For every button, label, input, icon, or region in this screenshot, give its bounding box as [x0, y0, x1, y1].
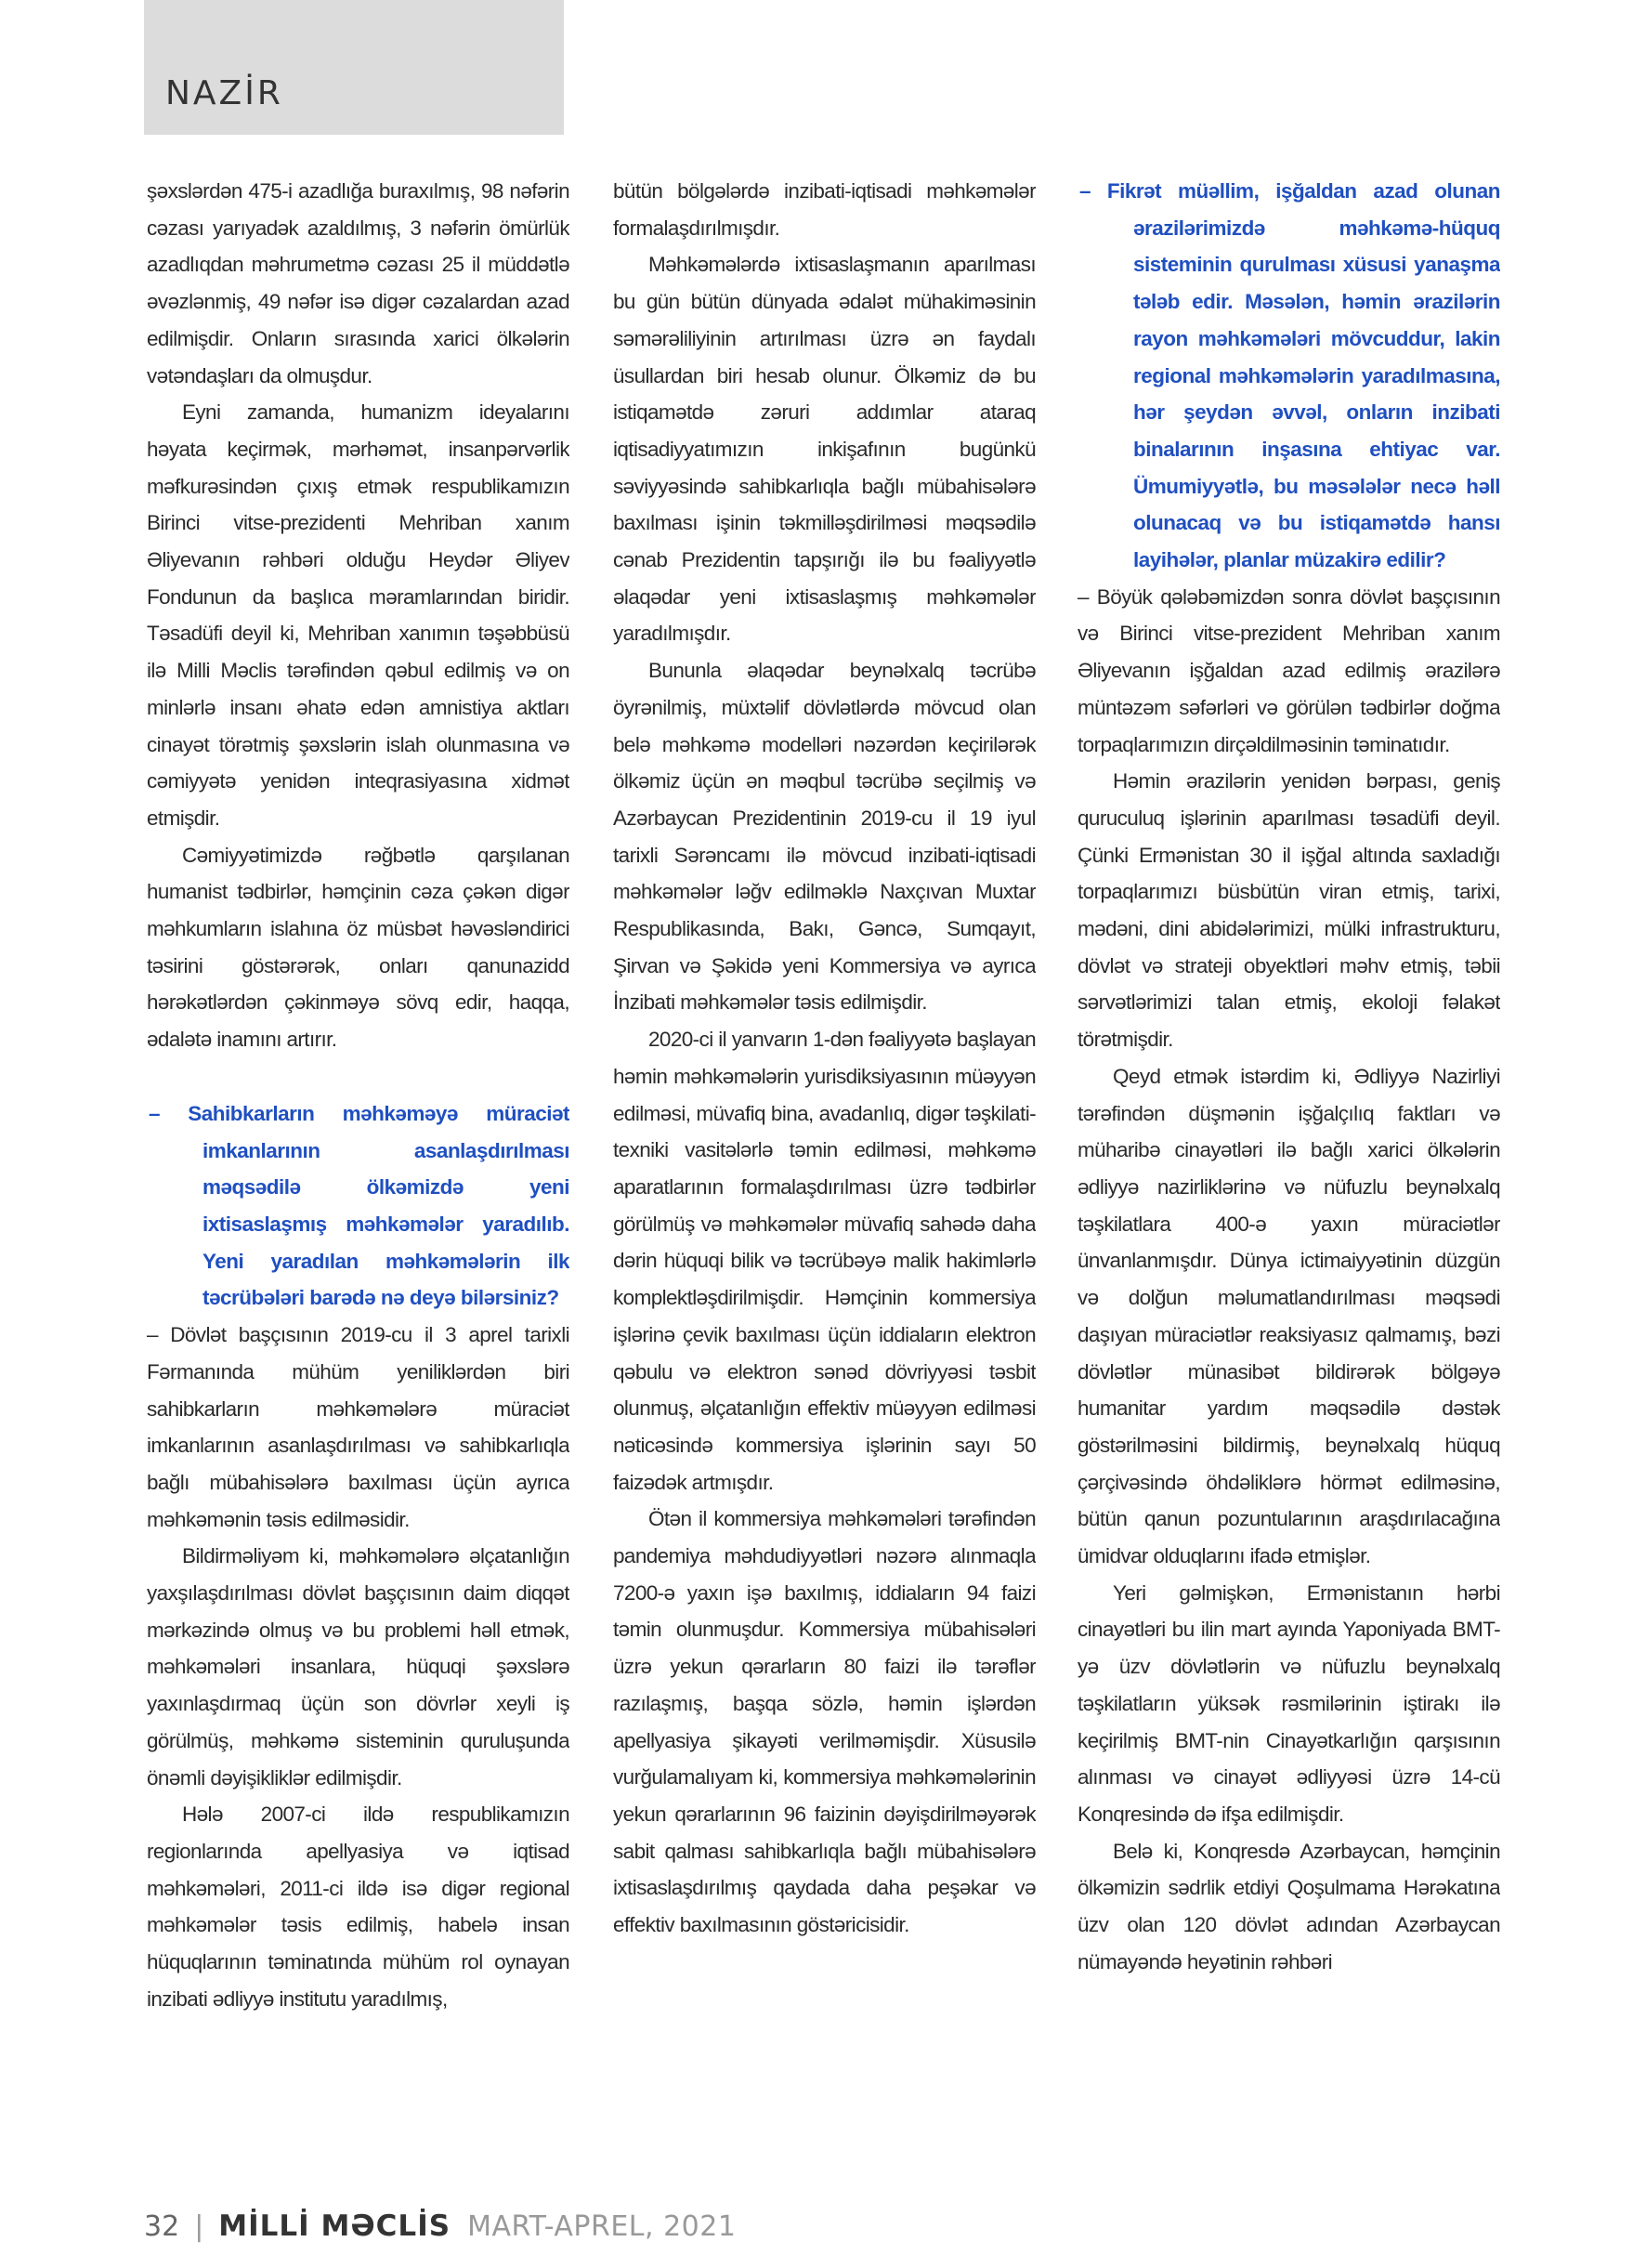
article-column-2 — [613, 173, 1036, 2096]
paragraph: – Dövlət başçısının 2019-cu il 3 aprel tarixli Fərmanında mühüm yeniliklərdən biri sahibkarların məhkəmələrə müraciət imkanlarının asanlaşdırılması və sahibkarlıqla bağlı mübahisələrə baxılması üçün ayrıca məhkəmənin təsis edilməsidir. — [147, 1323, 569, 1531]
paragraph: bütün bölgələrdə inzibati-iqtisadi məhkəmələr formalaşdırılmışdır. — [613, 179, 1036, 240]
paragraph: Hələ 2007-ci ildə respublikamızın regionlarında apellyasiya və iqtisad məhkəmələri, 2011-ci ildə isə digər regional məhkəmələr təsis edilmiş, habelə insan hüquqlarının təminatında mühüm rol oynayan inzibati ədliyyə institutu yaradılmış, — [147, 1803, 569, 2011]
issue-date: MART-APREL, 2021 — [467, 2210, 737, 2243]
page-footer — [144, 2209, 736, 2256]
paragraph: Eyni zamanda, humanizm ideyalarını həyata keçirmək, mərhəmət, insanpərvərlik məfkurəsindən çıxış etmək respublikamızın Birinci vitse-prezidenti Mehriban xanım Əliyevanın rəhbəri olduğu Heydər Əliyev Fondunun da başlıca məramlarından biridir. Təsadüfi deyil ki, Mehriban xanımın təşəbbüsü ilə Milli Məclis tərəfindən qəbul edilmiş və on minlərlə insanı əhatə edən amnistiya aktları cinayət törətmiş şəxslərin islah olunmasına və cəmiyyətə yenidən inteqrasiyasına xidmət etmişdir. — [147, 400, 569, 830]
interview-question: – Sahibkarların məhkəməyə müraciət imkanlarının asanlaşdırılması məqsədilə ölkəmizdə yeni ixtisaslaşmış məhkəmələr yaradılıb. Yeni yaradılan məhkəmələrin ilk təcrübələri barədə nə deyə bilərsiniz? — [149, 1101, 569, 1310]
paragraph: Məhkəmələrdə ixtisaslaşmanın aparılması bu gün bütün dünyada ədalət mühakiməsinin səmərəliliyinin artırılması üzrə ən faydalı üsullardan biri hesab olunur. Ölkəmiz də bu istiqamətdə zəruri addımlar ataraq iqtisadiyyatımızın inkişafının bugünkü səviyyəsində sahibkarlıqla bağlı mübahisələrə baxılması işinin təkmilləşdirilməsi məqsədilə cənab Prezidentin tapşırığı ilə bu fəaliyyətlə əlaqədar yeni ixtisaslaşmış məhkəmələr yaradılmışdır. — [613, 253, 1036, 646]
page-number: 32 — [144, 2210, 180, 2243]
section-header-tab — [144, 0, 564, 135]
paragraph: Cəmiyyətimizdə rəğbətlə qarşılanan humanist tədbirlər, həmçinin cəza çəkən digər məhkumların islahına öz müsbət həvəsləndirici təsirini göstərərək, onları qanunazidd hərəkətlərdən çəkinməyə sövq edir, haqqa, ədalətə inamını artırır. — [147, 843, 569, 1052]
paragraph: Yeri gəlmişkən, Ermənistanın hərbi cinayətləri bu ilin mart ayında Yaponiyada BMT-yə üzv dövlətlərin və nüfuzlu beynəlxalq təşkilatların yüksək rəsmilərinin iştirakı ilə keçirilmiş BMT-nin Cinayətkarlığın qarşısının alınması və cinayət ədliyyəsi üzrə 14-cü Konqresində də ifşa edilmişdir. — [1078, 1580, 1500, 1826]
paragraph: Həmin ərazilərin yenidən bərpası, geniş quruculuq işlərinin aparılması təsadüfi deyil. Çünki Ermənistan 30 il işğal altında saxladığı torpaqlarımızı büsbütün viran etmiş, tarixi, mədəni, dini abidələrimizi, mülki infrastrukturu, dövlət və strateji obyektləri məhv etmiş, təbii sərvətlərimizi talan etmiş, ekoloji fəlakət törətmişdir. — [1078, 769, 1500, 1052]
paragraph: Bildirməliyəm ki, məhkəmələrə əlçatanlığın yaxşılaşdırılması dövlət başçısının daim diqqət mərkəzində olmuş və bu problemi həll etmək, məhkəmələri insanlara, hüquqi şəxslərə yaxınlaşdırmaq üçün son dövrlər xeyli iş görülmüş, məhkəmə sisteminin quruluşunda önəmli dəyişikliklər edilmişdir. — [147, 1544, 569, 1789]
article-column-1 — [147, 173, 569, 2096]
paragraph: Ötən il kommersiya məhkəmələri tərəfindən pandemiya məhdudiyyətləri nəzərə alınmaqla 7200-ə yaxın işə baxılmış, iddiaların 94 faizi təmin olunmuşdur. Kommersiya mübahisələri üzrə yekun qərarların 80 faizi ilə tərəflər razılaşmış, başqa sözlə, həmin işlərdən apellyasiya şikayəti verilməmişdir. Xüsusilə vurğulamalıyam ki, kommersiya məhkəmələrinin yekun qərarlarının 96 faizinin dəyişdirilməyərək sabit qalması sahibkarlıqla bağlı mübahisələrə ixtisaslaşdırılmış qaydada daha peşəkar və effektiv baxılmasının göstəricisidir. — [613, 1507, 1036, 1937]
paragraph: şəxslərdən 475-i azadlığa buraxılmış, 98 nəfərin cəzası yarıyadək azaldılmış, 3 nəfərin ömürlük azadlıqdan məhrumetmə cəzası 25 il müddətlə əvəzlənmiş, 49 nəfər isə digər cəzalardan azad edilmişdir. Onların sırasında xarici ölkələrin vətəndaşları da olmuşdur. — [147, 179, 569, 387]
paragraph: 2020-ci il yanvarın 1-dən fəaliyyətə başlayan həmin məhkəmələrin yurisdiksiyasının müəyyən edilməsi, müvafiq bina, avadanlıq, digər təşkilati-texniki vasitələrlə təmin edilməsi, məhkəmə aparatlarının formalaşdırılması üzrə tədbirlər görülmüş və məhkəmələr müvafiq sahədə daha dərin hüquqi bilik və təcrübəyə malik hakimlərlə komplektləşdirilmişdir. Həmçinin kommersiya işlərinə çevik baxılması üçün iddiaların elektron qəbulu və elektron sənəd dövriyyəsi təsbit olunmuş, əlçatanlığın effektiv müəyyən edilməsi nəticəsində kommersiya işlərinin sayı 50 faizədək artmışdır. — [613, 1028, 1036, 1494]
article-column-3 — [1078, 173, 1500, 2096]
paragraph: Belə ki, Konqresdə Azərbaycan, həmçinin ölkəmizin sədrlik etdiyi Qoşulmama Hərəkatına üzv olan 120 dövlət adından Azərbaycan nümayəndə heyətinin rəhbəri — [1078, 1839, 1500, 1973]
paragraph: – Böyük qələbəmizdən sonra dövlət başçısının və Birinci vitse-prezident Mehriban xanım Əliyevanın işğaldan azad edilmiş ərazilərə müntəzəm səfərləri və görülən tədbirlər doğma torpaqlarımızın dirçəldilməsinin təminatıdır. — [1078, 584, 1500, 756]
interview-question: – Fikrət müəllim, işğaldan azad olunan ərazilərimizdə məhkəmə-hüquq sisteminin qurulması xüsusi yanaşma tələb edir. Məsələn, həmin ərazilərin rayon məhkəmələri mövcuddur, lakin regional məhkəmələrin yaradılmasına, hər şeydən əvvəl, onların inzibati binalarının inşasına ehtiyac var. Ümumiyyətlə, bu məsələlər necə həll olunacaq və bu istiqamətdə hansı layihələr, planlar müzakirə edilir? — [1079, 179, 1500, 572]
magazine-name: MİLLİ MƏCLİS — [218, 2209, 451, 2243]
section-label: NAZİR — [165, 74, 283, 112]
paragraph: Bununla əlaqədar beynəlxalq təcrübə öyrənilmiş, müxtəlif dövlətlərdə mövcud olan belə məhkəmə modelləri nəzərdən keçirilərək ölkəmiz üçün ən məqbul təcrübə seçilmiş və Azərbaycan Prezidentinin 2019-cu il 19 iyul tarixli Sərəncamı ilə mövcud inzibati-iqtisadi məhkəmələr ləğv edilməklə Naxçıvan Muxtar Respublikasında, Bakı, Gəncə, Sumqayıt, Şirvan və Şəkidə yeni Kommersiya və ayrıca İnzibati məhkəmələr təsis edilmişdir. — [613, 659, 1036, 1015]
paragraph: Qeyd etmək istərdim ki, Ədliyyə Nazirliyi tərəfindən düşmənin işğalçılıq faktları və müharibə cinayətləri ilə bağlı xarici ölkələrin ədliyyə nazirliklərinə və nüfuzlu beynəlxalq təşkilatlara 400-ə yaxın müraciətlər ünvanlanmışdır. Dünya ictimaiyyətinin düzgün və dolğun məlumatlandırılması məqsədi daşıyan müraciətlər reaksiyasız qalmamış, bəzi dövlətlər münasibət bildirərək bölgəyə humanitar yardım məqsədilə dəstək göstərilməsini bildirmiş, beynəlxalq hüquq çərçivəsində öhdəliklərə hörmət edilməsinə, bütün qanun pozuntularının araşdırılacağına ümidvar olduqlarını ifadə etmişlər. — [1078, 1064, 1500, 1568]
footer-separator: | — [194, 2210, 204, 2243]
